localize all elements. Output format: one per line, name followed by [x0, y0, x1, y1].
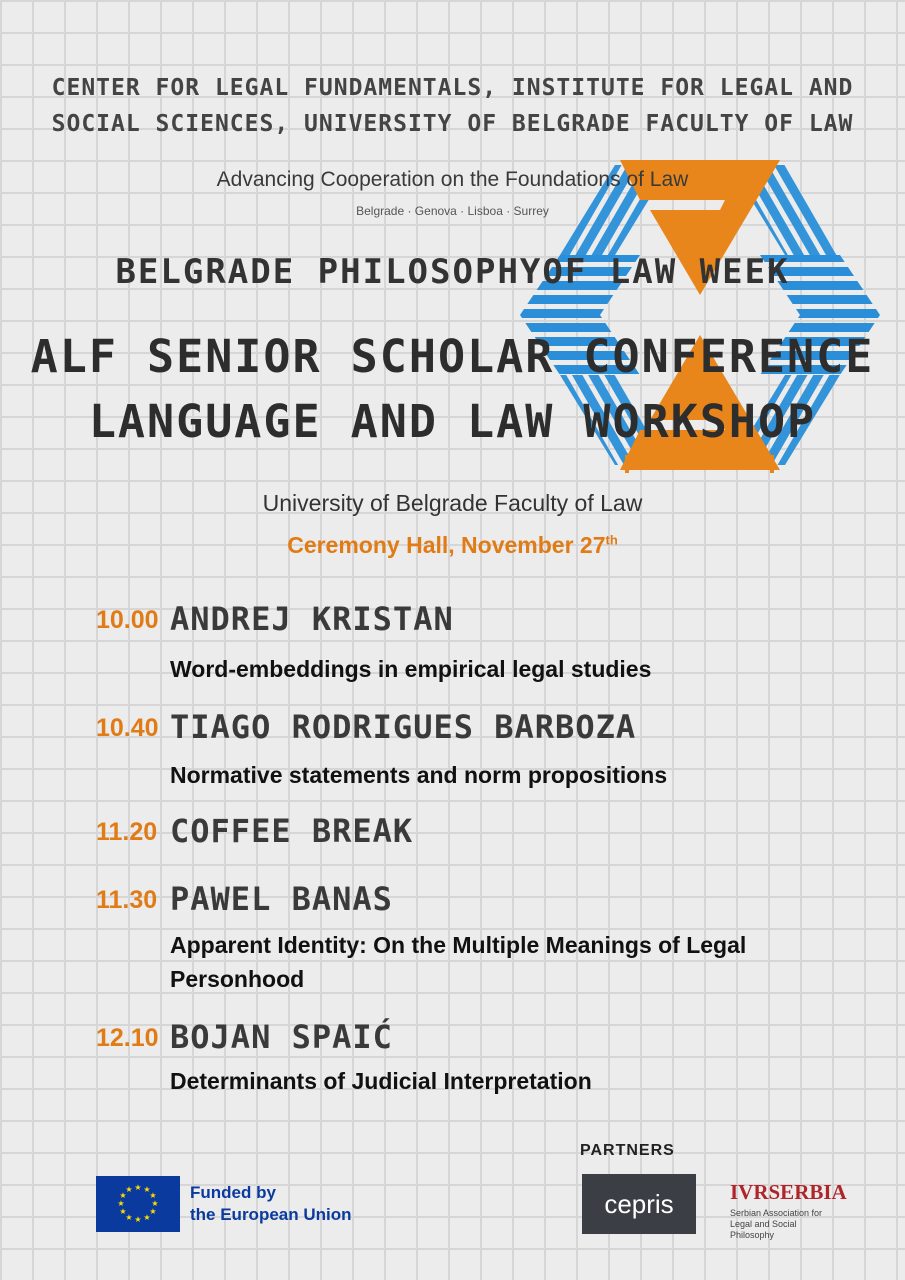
schedule-speaker-2: TIAGO RODRIGUES BARBOZA	[170, 708, 637, 746]
partners-label: PARTNERS	[580, 1142, 675, 1159]
svg-text:★: ★	[134, 1215, 142, 1224]
hall-date-text: Ceremony Hall, November 27	[287, 532, 606, 558]
svg-text:★: ★	[149, 1191, 157, 1200]
schedule-speaker-1: ANDREJ KRISTAN	[170, 600, 454, 638]
cities: Belgrade · Genova · Lisboa · Surrey	[356, 204, 549, 218]
svg-text:★: ★	[125, 1213, 133, 1222]
svg-text:★: ★	[143, 1185, 151, 1194]
schedule-talk-2: Normative statements and norm propositions	[170, 762, 668, 788]
schedule-talk-4: Apparent Identity: On the Multiple Meanings of Legal Personhood	[170, 932, 747, 992]
schedule-time-4: 11.30	[96, 886, 158, 914]
svg-text:★: ★	[134, 1183, 142, 1192]
svg-text:★: ★	[117, 1199, 125, 1208]
schedule-time-1: 10.00	[96, 606, 159, 634]
schedule-speaker-5: BOJAN SPAIĆ	[170, 1018, 393, 1056]
eu-line-2: the European Union	[190, 1205, 352, 1224]
week-title: BELGRADE PHILOSOPHYOF LAW WEEK	[115, 252, 790, 292]
svg-text:★: ★	[143, 1213, 151, 1222]
ivr-serbia-subtitle: Serbian Association for Legal and Social Philosophy	[730, 1208, 823, 1240]
venue-hall-date	[0, 532, 905, 559]
conference-title: ALF SENIOR SCHOLAR CONFERENCE	[30, 330, 875, 383]
svg-text:★: ★	[149, 1207, 157, 1216]
organizer-line-1: CENTER FOR LEGAL FUNDAMENTALS, INSTITUTE FOR LEGAL AND	[51, 75, 854, 101]
svg-text:★: ★	[151, 1199, 159, 1208]
svg-text:★: ★	[119, 1191, 127, 1200]
tagline: Advancing Cooperation on the Foundations of Law	[216, 168, 689, 191]
svg-text:★: ★	[119, 1207, 127, 1216]
eu-line-1: Funded by	[190, 1183, 276, 1202]
schedule-time-5: 12.10	[96, 1024, 159, 1052]
workshop-title: LANGUAGE AND LAW WORKSHOP	[88, 395, 817, 448]
cepris-logo: cepris	[582, 1174, 696, 1234]
svg-text:★: ★	[125, 1185, 133, 1194]
venue-faculty: University of Belgrade Faculty of Law	[262, 490, 643, 516]
schedule-time-3: 11.20	[96, 818, 158, 846]
organizer-line-2: SOCIAL SCIENCES, UNIVERSITY OF BELGRADE FACULTY OF LAW	[51, 111, 854, 137]
date-suffix: th	[605, 532, 618, 548]
eu-funding-text	[190, 1182, 352, 1226]
eu-flag-icon	[96, 1176, 180, 1232]
schedule-speaker-4: PAWEL BANAS	[170, 880, 393, 918]
schedule-time-2: 10.40	[96, 714, 159, 742]
schedule-speaker-3: COFFEE BREAK	[170, 812, 414, 850]
ivr-serbia-logo: IVRSERBIA	[730, 1180, 847, 1204]
schedule-talk-1: Word-embeddings in empirical legal studies	[170, 656, 652, 682]
schedule-talk-5: Determinants of Judicial Interpretation	[170, 1068, 592, 1094]
